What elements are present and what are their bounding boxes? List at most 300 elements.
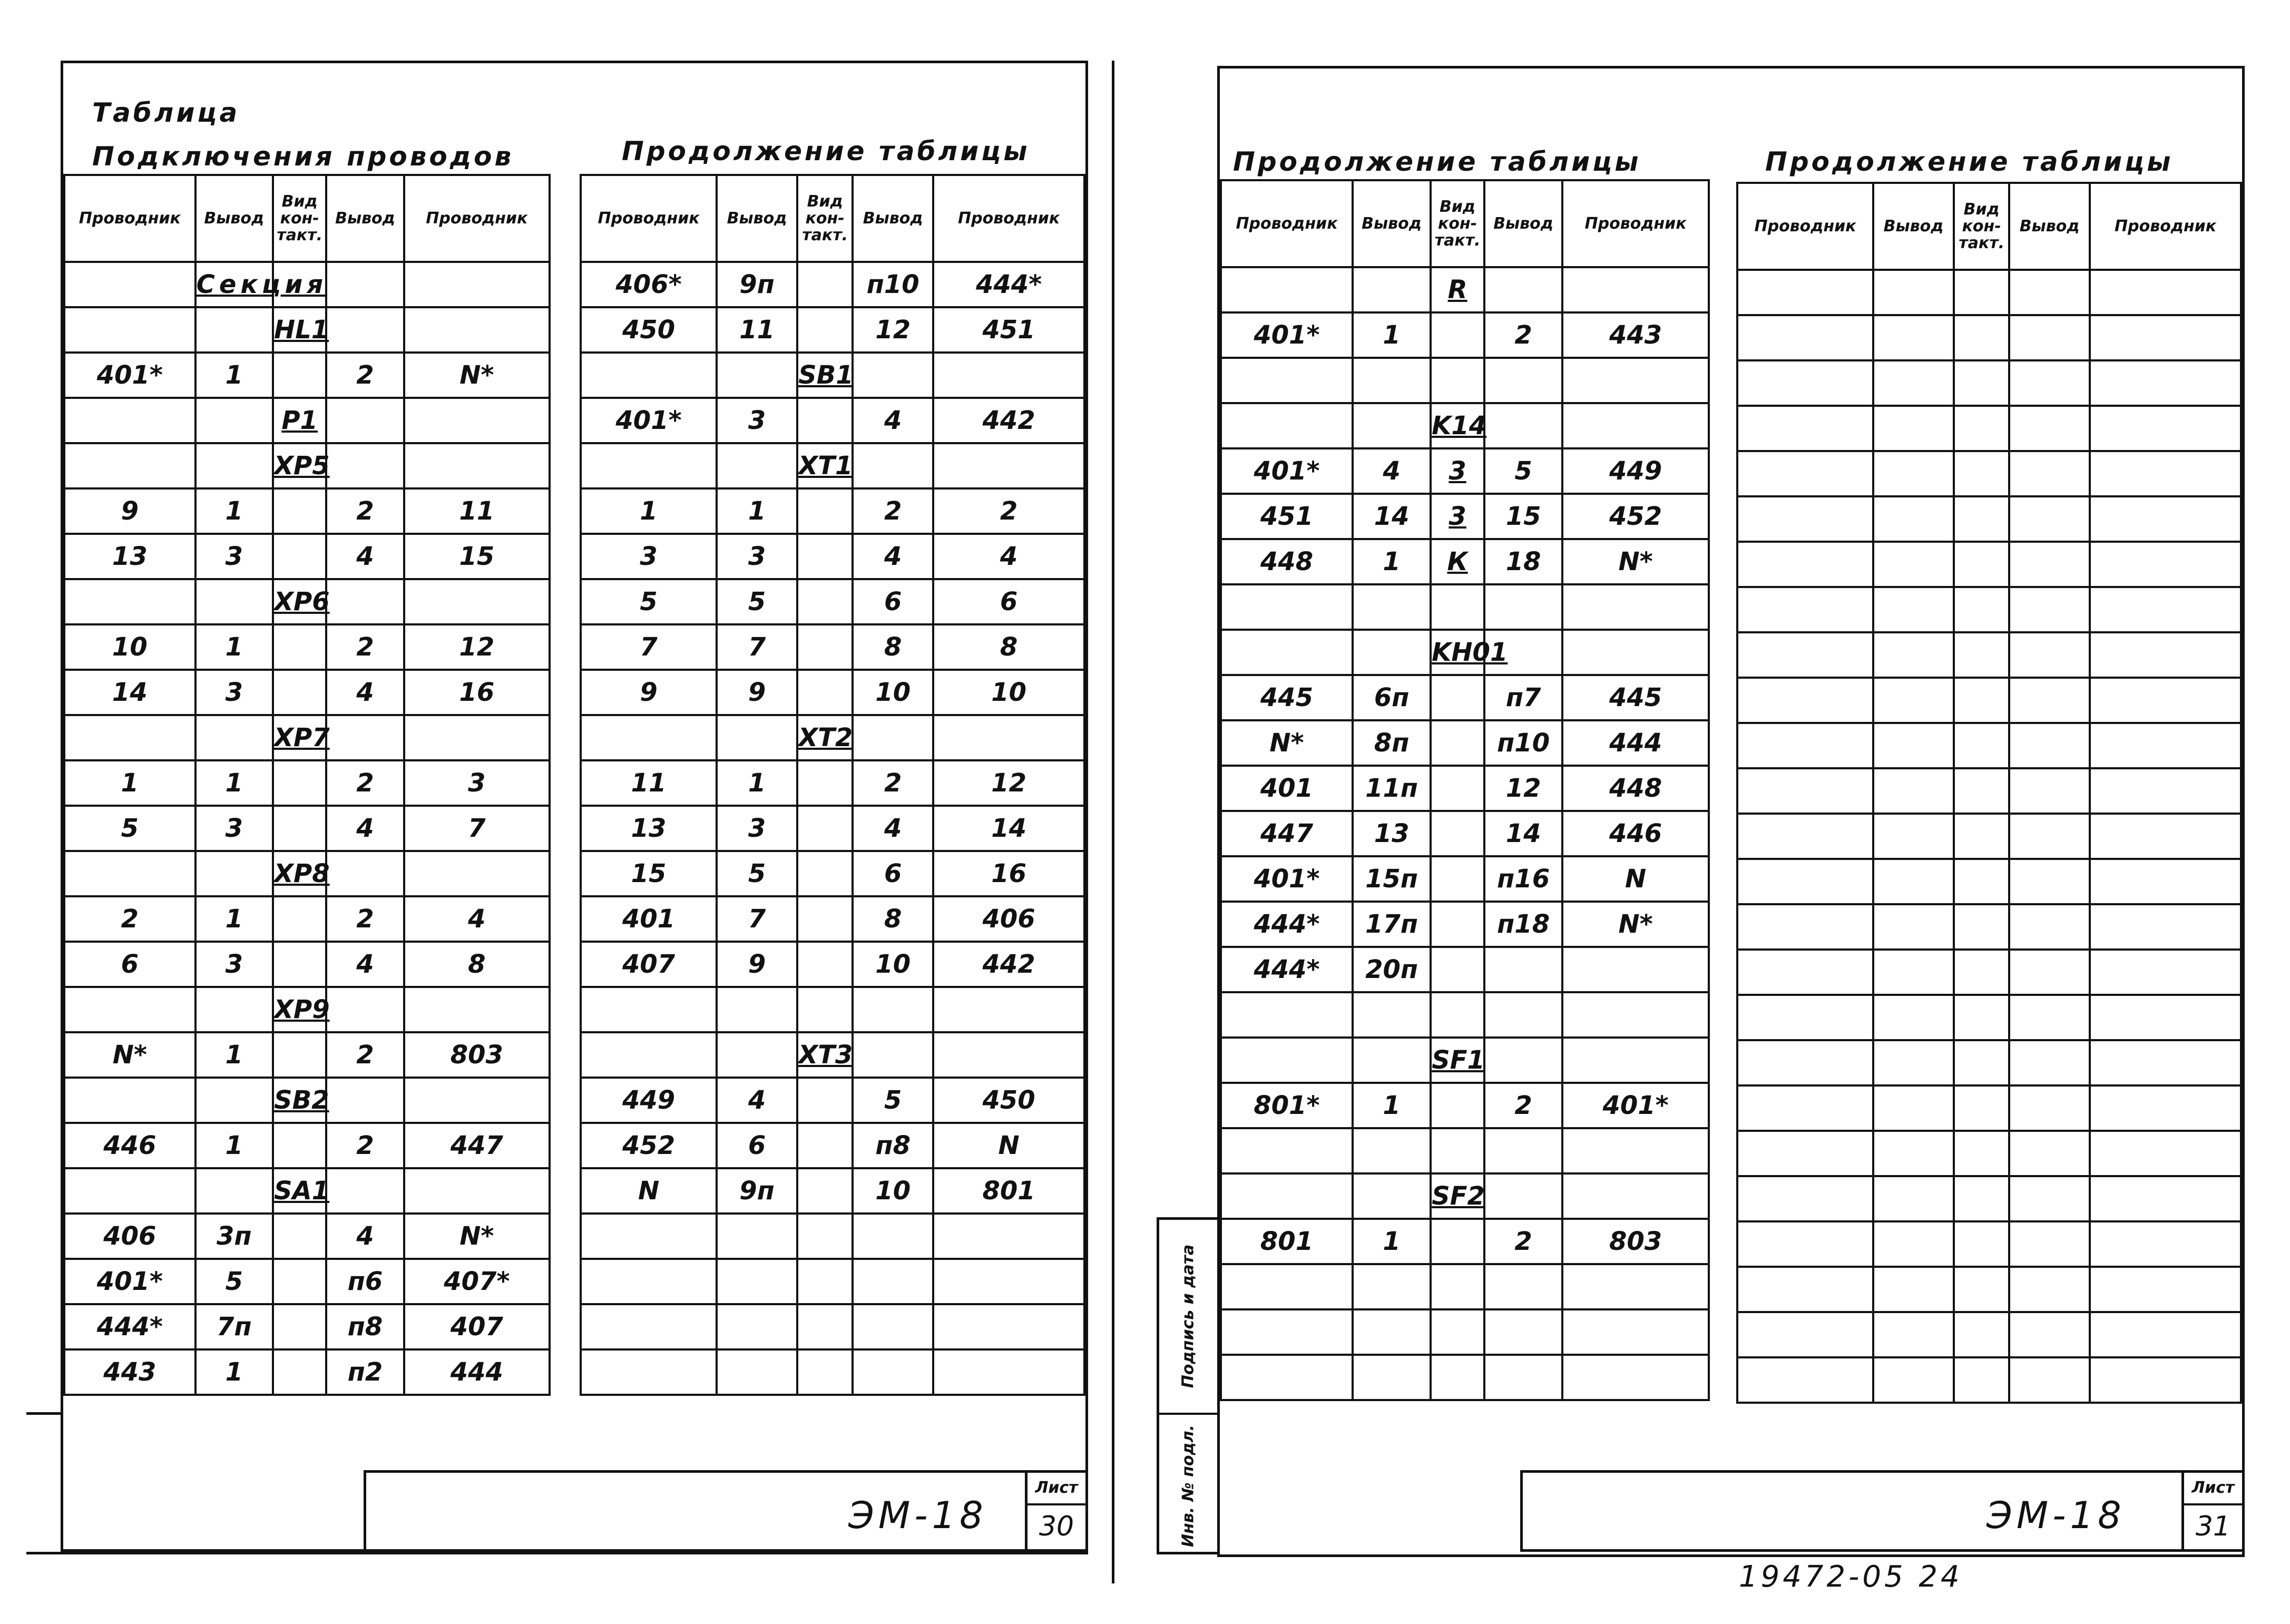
table-cell: 3	[195, 942, 273, 987]
table-cell	[933, 353, 1084, 398]
table-cell	[717, 987, 797, 1032]
right-sheet-number: 31	[2195, 1511, 2231, 1542]
table-row	[581, 1032, 1084, 1078]
column-header: Вывод	[195, 175, 273, 262]
left-cont-title: Продолжение таблицы	[622, 136, 1030, 167]
table-cell	[933, 987, 1084, 1032]
table-cell	[1431, 1309, 1484, 1355]
table-cell: 5	[853, 1078, 933, 1123]
table-cell: 4	[326, 670, 404, 715]
column-header: Проводник	[404, 175, 550, 262]
table-cell: N*	[404, 1214, 550, 1259]
table-cell: XP5	[273, 443, 326, 488]
table-cell: 9	[717, 942, 797, 987]
table-cell	[1431, 1128, 1484, 1173]
table-cell	[2090, 1176, 2241, 1221]
table-row	[1221, 494, 1709, 539]
table-cell: XP9	[273, 987, 326, 1032]
table-cell	[1221, 1173, 1353, 1219]
table-row	[581, 262, 1084, 307]
table-cell	[404, 262, 550, 307]
table-cell	[1484, 947, 1562, 992]
table-cell: 1	[195, 1032, 273, 1078]
table-cell	[326, 715, 404, 760]
table-row	[1221, 1083, 1709, 1128]
right-cont-title-b: Продолжение таблицы	[1765, 146, 2174, 177]
table-cell	[2009, 904, 2090, 950]
table-cell: 5	[717, 579, 797, 624]
table-cell	[1954, 270, 2009, 315]
table-cell	[1484, 584, 1562, 630]
table-cell	[273, 806, 326, 851]
table-cell	[797, 624, 853, 670]
table-cell	[1737, 406, 1873, 451]
table-row	[581, 1304, 1084, 1349]
table-cell	[2009, 270, 2090, 315]
table-cell: 3	[195, 534, 273, 579]
table-cell: 7	[404, 806, 550, 851]
table-row	[581, 398, 1084, 443]
table-cell: п2	[326, 1349, 404, 1395]
table-cell	[1873, 632, 1954, 678]
table-cell: 444*	[933, 262, 1084, 307]
table-cell: XT1	[797, 443, 853, 488]
table-cell	[273, 896, 326, 942]
table-cell	[1431, 1219, 1484, 1264]
table-cell: 2	[326, 353, 404, 398]
table-cell: 407	[404, 1304, 550, 1349]
table-cell: SB1	[797, 353, 853, 398]
table-cell	[797, 262, 853, 307]
table-row	[1737, 904, 2241, 950]
table-cell: 5	[1484, 448, 1562, 494]
table-row	[64, 1259, 550, 1304]
table-cell	[853, 1214, 933, 1259]
table-cell	[1431, 584, 1484, 630]
table-cell: 444*	[64, 1304, 195, 1349]
table-cell	[404, 987, 550, 1032]
table-cell: 15	[404, 534, 550, 579]
table-cell	[717, 1259, 797, 1304]
connection-table-3	[1220, 179, 1710, 1401]
table-cell	[2009, 406, 2090, 451]
table-cell: 14	[1353, 494, 1431, 539]
table-row	[1737, 859, 2241, 904]
table-row	[1737, 632, 2241, 678]
table-cell	[797, 760, 853, 806]
table-cell: 451	[933, 307, 1084, 353]
table-cell: 8	[853, 624, 933, 670]
table-cell	[853, 987, 933, 1032]
table-cell	[1431, 675, 1484, 720]
table-header-row	[64, 175, 550, 262]
table-row	[1737, 1040, 2241, 1085]
table-cell	[1954, 1176, 2009, 1221]
table-row	[581, 942, 1084, 987]
table-cell	[797, 1349, 853, 1395]
table-row	[1737, 1267, 2241, 1312]
table-row	[64, 353, 550, 398]
table-cell	[1562, 1355, 1709, 1400]
table-cell	[1737, 1221, 1873, 1267]
table-cell	[1873, 814, 1954, 859]
table-cell: 4	[1353, 448, 1431, 494]
table-cell	[1221, 1355, 1353, 1400]
table-cell	[1737, 1312, 1873, 1357]
table-cell	[195, 443, 273, 488]
table-cell	[2009, 768, 2090, 814]
table-row	[1221, 811, 1709, 856]
table-cell	[273, 1259, 326, 1304]
table-cell: 406	[64, 1214, 195, 1259]
table-cell	[1737, 995, 1873, 1040]
table-cell	[1954, 1131, 2009, 1176]
table-cell: 15п	[1353, 856, 1431, 902]
table-cell	[2009, 995, 2090, 1040]
table-row	[581, 307, 1084, 353]
table-row	[1221, 630, 1709, 675]
table-cell: 9п	[717, 1168, 797, 1214]
table-cell	[581, 353, 717, 398]
table-cell: 12	[404, 624, 550, 670]
table-cell: 3	[195, 806, 273, 851]
table-cell	[853, 1304, 933, 1349]
table-cell	[1737, 950, 1873, 995]
table-cell	[1562, 1264, 1709, 1309]
table-row	[1737, 406, 2241, 451]
table-cell	[2009, 1040, 2090, 1085]
table-cell	[797, 942, 853, 987]
table-cell	[1954, 995, 2009, 1040]
table-cell: 803	[1562, 1219, 1709, 1264]
table-cell: 448	[1562, 766, 1709, 811]
table-cell: п10	[1484, 720, 1562, 766]
table-cell	[1562, 1038, 1709, 1083]
table-cell	[1737, 814, 1873, 859]
table-cell: 4	[326, 1214, 404, 1259]
table-cell	[933, 1032, 1084, 1078]
left-table-subtitle: Подключения проводов	[92, 141, 514, 172]
table-row	[64, 443, 550, 488]
table-cell	[1353, 1173, 1431, 1219]
table-cell	[2090, 1312, 2241, 1357]
table-cell	[1873, 496, 1954, 542]
table-row	[64, 624, 550, 670]
table-cell: 452	[581, 1123, 717, 1168]
table-cell: 6	[853, 579, 933, 624]
table-row	[64, 896, 550, 942]
table-cell	[1221, 358, 1353, 403]
table-cell	[273, 760, 326, 806]
table-cell: 2	[326, 760, 404, 806]
table-cell: 447	[1221, 811, 1353, 856]
column-header: Вывод	[717, 175, 797, 262]
table-cell	[64, 579, 195, 624]
table-cell	[1562, 1309, 1709, 1355]
table-cell	[1431, 856, 1484, 902]
table-cell	[2090, 270, 2241, 315]
table-cell	[326, 443, 404, 488]
column-header: Вид кон-такт.	[797, 175, 853, 262]
table-row	[1221, 1355, 1709, 1400]
column-header: Вывод	[1484, 180, 1562, 267]
table-cell	[1431, 312, 1484, 358]
table-cell: 3	[1431, 448, 1484, 494]
table-cell: 5	[195, 1259, 273, 1304]
table-cell: 442	[933, 398, 1084, 443]
table-cell: SF2	[1431, 1173, 1484, 1219]
table-cell	[2009, 950, 2090, 995]
table-cell	[64, 1168, 195, 1214]
table-cell	[1431, 947, 1484, 992]
table-cell	[2009, 859, 2090, 904]
table-cell	[1737, 1267, 1873, 1312]
table-cell: 9п	[717, 262, 797, 307]
table-cell: 11	[717, 307, 797, 353]
table-cell: 401*	[1562, 1083, 1709, 1128]
table-cell	[933, 1214, 1084, 1259]
table-cell	[1484, 992, 1562, 1038]
table-cell	[1484, 403, 1562, 448]
table-cell: N*	[404, 353, 550, 398]
table-row	[64, 579, 550, 624]
table-row	[1221, 902, 1709, 947]
table-cell	[2090, 814, 2241, 859]
table-cell	[2009, 1357, 2090, 1403]
table-cell	[2090, 1085, 2241, 1131]
table-cell	[1873, 1040, 1954, 1085]
table-row	[1221, 403, 1709, 448]
table-row	[581, 1214, 1084, 1259]
archive-number: 19472-05 24	[1739, 1560, 1963, 1594]
table-cell	[273, 1304, 326, 1349]
table-cell: 16	[933, 851, 1084, 896]
table-row	[64, 307, 550, 353]
table-cell	[404, 398, 550, 443]
table-cell	[1221, 1128, 1353, 1173]
table-cell: 1	[64, 760, 195, 806]
table-cell: 801*	[1221, 1083, 1353, 1128]
table-cell: 446	[64, 1123, 195, 1168]
table-row	[581, 715, 1084, 760]
left-drawing-code: ЭМ-18	[848, 1494, 987, 1537]
table-cell: 12	[933, 760, 1084, 806]
table-cell: 2	[326, 1032, 404, 1078]
table-cell: 4	[326, 806, 404, 851]
table-cell: 4	[853, 534, 933, 579]
left-sheet-number: 30	[1039, 1511, 1074, 1542]
table-row	[1221, 312, 1709, 358]
table-cell	[1431, 1264, 1484, 1309]
table-cell: 401*	[1221, 312, 1353, 358]
table-cell	[1873, 768, 1954, 814]
table-cell: 10	[933, 670, 1084, 715]
table-cell	[1954, 814, 2009, 859]
table-cell	[1954, 406, 2009, 451]
table-cell: 11п	[1353, 766, 1431, 811]
table-cell: 8п	[1353, 720, 1431, 766]
table-cell	[797, 488, 853, 534]
table-cell	[797, 1168, 853, 1214]
table-cell: 10	[853, 942, 933, 987]
table-cell	[64, 398, 195, 443]
table-cell	[1873, 587, 1954, 632]
column-header: Проводник	[1221, 180, 1353, 267]
table-cell: 448	[1221, 539, 1353, 584]
table-cell	[2009, 360, 2090, 406]
table-cell: 445	[1221, 675, 1353, 720]
table-cell: 444*	[1221, 902, 1353, 947]
table-cell	[404, 1168, 550, 1214]
table-cell	[273, 624, 326, 670]
table-row	[1737, 451, 2241, 496]
table-cell: 2	[326, 624, 404, 670]
table-cell: SF1	[1431, 1038, 1484, 1083]
table-row	[1221, 675, 1709, 720]
table-cell	[1221, 630, 1353, 675]
table-cell	[1873, 270, 1954, 315]
table-cell	[326, 987, 404, 1032]
table-cell: К	[1431, 539, 1484, 584]
table-cell	[2090, 723, 2241, 768]
table-cell: 401*	[1221, 856, 1353, 902]
table-cell	[1562, 1128, 1709, 1173]
table-cell	[933, 715, 1084, 760]
column-header: Вид кон-такт.	[1431, 180, 1484, 267]
table-cell	[2090, 496, 2241, 542]
table-cell	[1737, 587, 1873, 632]
table-cell	[853, 1032, 933, 1078]
table-cell	[1484, 1355, 1562, 1400]
table-cell: 5	[717, 851, 797, 896]
table-cell	[797, 1304, 853, 1349]
table-row	[64, 488, 550, 534]
table-cell	[2090, 950, 2241, 995]
table-cell	[797, 307, 853, 353]
table-cell	[195, 851, 273, 896]
table-cell	[1954, 1040, 2009, 1085]
table-cell	[1737, 1176, 1873, 1221]
table-cell	[581, 1349, 717, 1395]
table-cell	[1954, 315, 2009, 360]
table-cell: 1	[195, 760, 273, 806]
table-row	[64, 1304, 550, 1349]
table-cell	[1353, 403, 1431, 448]
table-cell	[2090, 859, 2241, 904]
table-cell: 17п	[1353, 902, 1431, 947]
table-row	[1221, 358, 1709, 403]
table-cell: XT2	[797, 715, 853, 760]
table-cell: 6п	[1353, 675, 1431, 720]
table-cell	[581, 1032, 717, 1078]
table-cell	[1737, 632, 1873, 678]
table-cell: SB2	[273, 1078, 326, 1123]
table-cell	[1737, 723, 1873, 768]
table-cell: 406	[933, 896, 1084, 942]
table-row	[1221, 1264, 1709, 1309]
table-row	[1221, 766, 1709, 811]
table-cell: 2	[326, 896, 404, 942]
table-cell: 1	[581, 488, 717, 534]
table-row	[1737, 950, 2241, 995]
table-cell	[581, 1304, 717, 1349]
table-cell	[2090, 1040, 2241, 1085]
table-cell	[273, 488, 326, 534]
table-cell: SA1	[273, 1168, 326, 1214]
table-cell: N	[1562, 856, 1709, 902]
table-cell	[1873, 451, 1954, 496]
table-cell	[1562, 267, 1709, 312]
table-cell: 3	[581, 534, 717, 579]
table-cell	[326, 1078, 404, 1123]
table-cell	[2009, 587, 2090, 632]
left-bottom-edge	[26, 1552, 1088, 1554]
table-row	[1221, 1309, 1709, 1355]
table-cell: 445	[1562, 675, 1709, 720]
table-cell	[717, 1214, 797, 1259]
table-cell	[1737, 542, 1873, 587]
table-cell: 15	[1484, 494, 1562, 539]
table-cell	[2009, 1267, 2090, 1312]
table-row	[1221, 856, 1709, 902]
table-cell: N*	[1562, 539, 1709, 584]
table-cell	[1954, 496, 2009, 542]
table-cell: 450	[933, 1078, 1084, 1123]
table-cell: N	[581, 1168, 717, 1214]
table-cell	[1954, 859, 2009, 904]
table-cell	[64, 715, 195, 760]
table-cell	[1954, 542, 2009, 587]
table-cell	[853, 443, 933, 488]
table-cell: XP7	[273, 715, 326, 760]
table-cell: 401	[581, 896, 717, 942]
table-cell	[2090, 406, 2241, 451]
table-cell	[404, 851, 550, 896]
table-row	[64, 715, 550, 760]
table-cell: N	[933, 1123, 1084, 1168]
table-cell	[195, 398, 273, 443]
table-row	[1737, 1085, 2241, 1131]
table-cell: 442	[933, 942, 1084, 987]
table-cell	[1353, 992, 1431, 1038]
table-cell	[404, 579, 550, 624]
table-cell	[797, 670, 853, 715]
table-cell: 1	[1353, 539, 1431, 584]
table-cell: N*	[64, 1032, 195, 1078]
table-cell	[64, 1078, 195, 1123]
table-cell	[853, 353, 933, 398]
table-cell	[1873, 1131, 1954, 1176]
table-cell: 7	[581, 624, 717, 670]
table-cell	[1873, 995, 1954, 1040]
table-cell	[273, 1032, 326, 1078]
table-cell	[404, 307, 550, 353]
table-cell	[1353, 1355, 1431, 1400]
table-cell	[1737, 360, 1873, 406]
table-cell: 449	[1562, 448, 1709, 494]
table-cell	[2090, 904, 2241, 950]
table-cell: 407	[581, 942, 717, 987]
table-cell	[2009, 632, 2090, 678]
table-row	[1221, 267, 1709, 312]
table-cell: 450	[581, 307, 717, 353]
table-cell: п7	[1484, 675, 1562, 720]
table-cell	[326, 262, 404, 307]
column-header: Проводник	[1562, 180, 1709, 267]
table-cell: 1	[195, 1349, 273, 1395]
table-cell	[1737, 270, 1873, 315]
table-cell: 18	[1484, 539, 1562, 584]
